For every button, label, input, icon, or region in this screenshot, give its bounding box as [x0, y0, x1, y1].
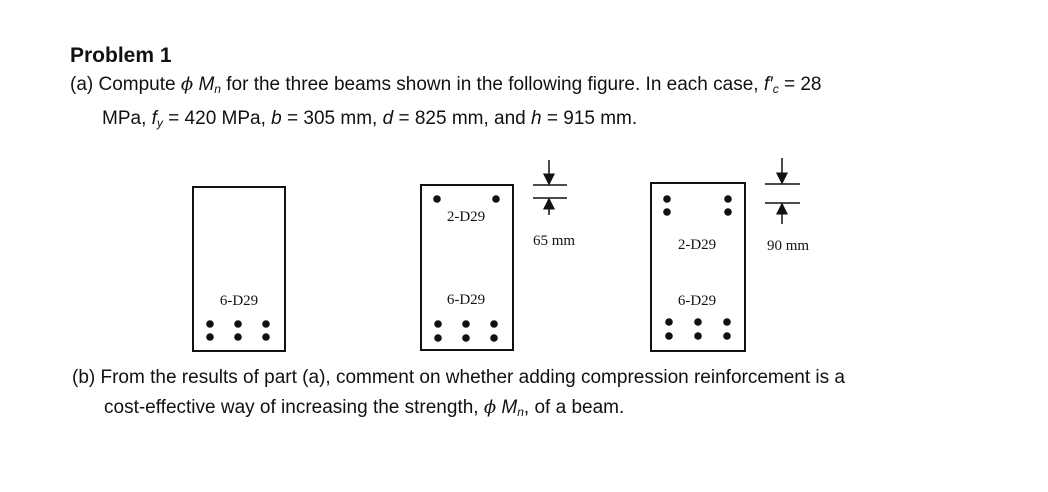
beam-2 — [421, 160, 575, 350]
beam-2-top-label: 2-D29 — [446, 209, 486, 225]
part-a-text-1: for the three beams shown in the following figure. In each case, — [220, 74, 764, 95]
beam-1 — [193, 187, 285, 351]
part-b-text — [72, 363, 845, 427]
part-b-line-2: cost-effective way of increasing the strength, ϕ $M_n$, of a beam. — [104, 397, 625, 419]
beam-1-bottom-bars — [206, 320, 270, 341]
b-symbol: b — [271, 108, 282, 129]
moment-symbol-b: $M_n$ — [501, 397, 524, 419]
beam-3-dimension — [765, 158, 800, 224]
fy-symbol: $f_y$ — [151, 108, 163, 130]
fc-symbol: $f'_c$ — [763, 74, 779, 96]
beam-3-top-bars — [663, 195, 732, 216]
part-a-lead: (a) Compute — [70, 74, 176, 95]
beam-2-bottom-label: 6-D29 — [446, 292, 486, 308]
part-a-text-2: = 28 — [778, 74, 822, 95]
beam-3-bottom-bars — [665, 318, 731, 340]
d-symbol: d — [382, 108, 394, 129]
phi-symbol-b: ϕ — [483, 397, 497, 418]
part-b-line-1: (b) From the results of part (a), comment on whether adding compression reinforcement is a — [72, 367, 845, 388]
beam-2-dimension — [533, 160, 567, 215]
beam-3 — [651, 158, 809, 351]
beam-3-top-label: 2-D29 — [677, 237, 717, 253]
beam-2-dimension-label: 65 mm — [532, 233, 576, 249]
moment-symbol: $M_n$ — [198, 74, 221, 96]
h-symbol: h — [531, 108, 542, 129]
part-a-line-2: MPa, $f_y = 420$ MPa, b = 305 mm, d = 825 mm, and h = 915 mm. — [102, 108, 638, 130]
beam-3-dimension-label: 90 mm — [766, 238, 810, 254]
beam-1-bottom-label: 6-D29 — [219, 293, 259, 309]
problem-title: Problem 1 — [70, 44, 172, 67]
phi-symbol: ϕ — [180, 74, 194, 95]
beam-2-top-bars — [433, 195, 500, 203]
beam-3-bottom-label: 6-D29 — [677, 293, 717, 309]
beam-2-bottom-bars — [434, 320, 498, 342]
